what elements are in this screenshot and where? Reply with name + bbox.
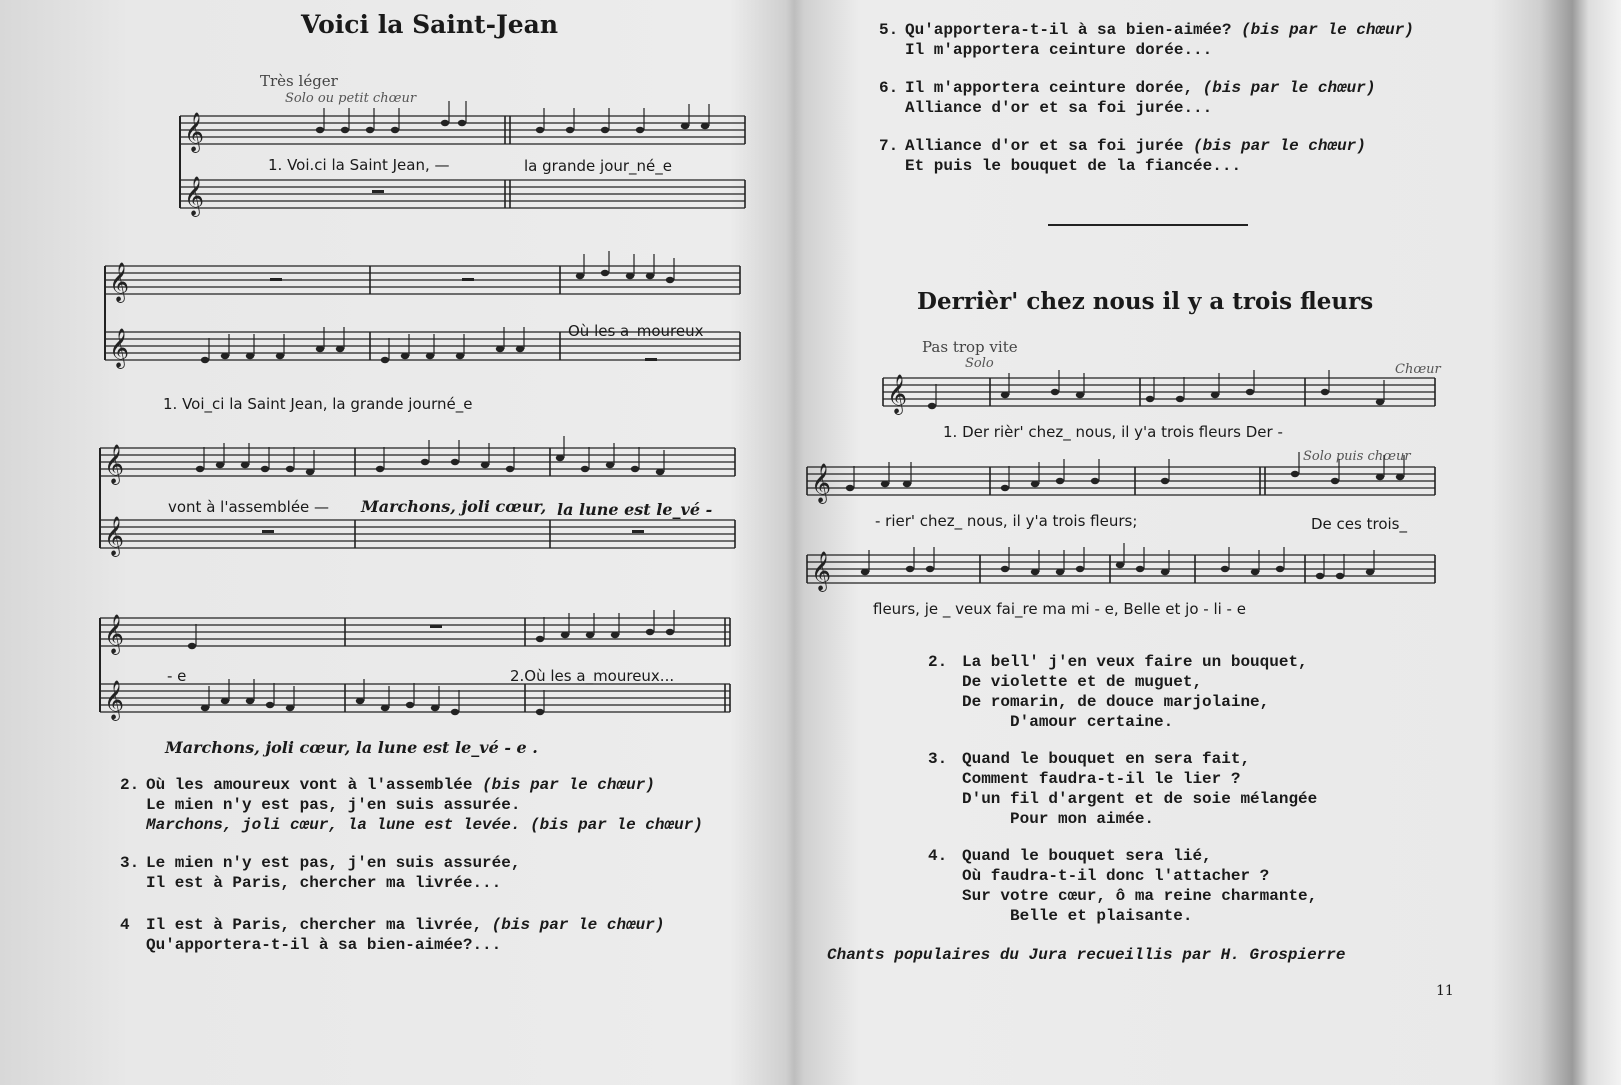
note-head	[286, 466, 294, 472]
note-head	[1211, 392, 1219, 398]
note-head	[246, 353, 254, 359]
right-page	[795, 0, 1621, 1085]
note-head	[381, 705, 389, 711]
note-head	[536, 636, 544, 642]
note-head	[1276, 566, 1284, 572]
note-head	[906, 566, 914, 572]
treble-clef: 𝄞	[104, 614, 125, 654]
song-title-saint-jean: Voici la Saint-Jean	[301, 10, 559, 39]
note-head	[846, 485, 854, 491]
verse-block: 5. Qu'apportera-t-il à sa bien-aimée? (bis par le chœur) Il m'apportera ceinture dorée...	[879, 21, 1414, 59]
rest	[372, 190, 384, 193]
verse-block: 7. Alliance d'or et sa foi jurée (bis par le chœur) Et puis le bouquet de la fiancée...	[879, 137, 1366, 175]
note-head	[1031, 481, 1039, 487]
note-head	[646, 629, 654, 635]
rest	[270, 278, 282, 281]
song-title-trois-fleurs: Derrièr' chez nous il y a trois fleurs	[917, 288, 1374, 315]
treble-clef: 𝄞	[109, 328, 130, 368]
note-head	[601, 270, 609, 276]
tempo-marking: Très léger	[260, 72, 338, 90]
note-head	[1051, 389, 1059, 395]
lyrics-line: Marchons, joli cœur, la lune est le_vé - e .	[165, 738, 538, 757]
treble-clef: 𝄞	[811, 463, 832, 503]
note-head	[666, 277, 674, 283]
note-head	[401, 353, 409, 359]
note-head	[306, 469, 314, 475]
note-head	[928, 403, 936, 409]
note-head	[451, 709, 459, 715]
note-head	[631, 466, 639, 472]
note-head	[1001, 485, 1009, 491]
lyrics-line: la lune est le_vé -	[557, 500, 713, 519]
note-head	[1251, 569, 1259, 575]
note-head	[576, 273, 584, 279]
note-head	[458, 120, 466, 126]
lyrics-line: 1. Der rièr' chez_ nous, il y'a trois fleurs Der -	[943, 423, 1283, 441]
note-head	[201, 705, 209, 711]
note-head	[391, 127, 399, 133]
note-head	[316, 346, 324, 352]
lyrics-line: 2.Où les a_moureux...	[510, 667, 675, 685]
note-head	[196, 466, 204, 472]
note-head	[861, 569, 869, 575]
treble-clef: 𝄞	[184, 112, 205, 152]
note-head	[561, 632, 569, 638]
note-head	[431, 705, 439, 711]
note-head	[586, 632, 594, 638]
note-head	[496, 346, 504, 352]
note-head	[261, 466, 269, 472]
note-head	[1396, 474, 1404, 480]
note-head	[666, 629, 674, 635]
note-head	[451, 459, 459, 465]
lyrics-line: vont à l'assemblée —	[168, 498, 330, 516]
note-head	[903, 481, 911, 487]
lyrics-line: - rier' chez_ nous, il y'a trois fleurs;	[875, 512, 1138, 530]
note-head	[701, 123, 709, 129]
note-head	[601, 127, 609, 133]
lyrics-line: - e	[167, 667, 187, 685]
note-head	[276, 353, 284, 359]
note-head	[1336, 573, 1344, 579]
verse-block: 2. La bell' j'en veux faire un bouquet, De violette et de muguet, De romarin, de douce marjolaine, D'amour certaine.	[928, 653, 1308, 731]
solo-label: Solo	[965, 356, 994, 371]
note-head	[216, 462, 224, 468]
note-head	[1116, 562, 1124, 568]
note-head	[426, 353, 434, 359]
note-head	[421, 459, 429, 465]
note-head	[1246, 389, 1254, 395]
note-head	[1321, 389, 1329, 395]
rest	[632, 530, 644, 533]
treble-clef: 𝄞	[104, 680, 125, 720]
note-head	[376, 466, 384, 472]
note-head	[1076, 392, 1084, 398]
treble-clef: 𝄞	[811, 551, 832, 591]
treble-clef: 𝄞	[184, 176, 205, 216]
verse-block: 3. Quand le bouquet en sera fait, Comment faudra-t-il le lier ? D'un fil d'argent et de soie mélangée Pour mon aimée.	[928, 750, 1318, 828]
lyrics-line: 1. Voi.ci la Saint Jean, —	[268, 156, 450, 174]
note-head	[646, 273, 654, 279]
page-number: 11	[1436, 983, 1454, 999]
treble-clef: 𝄞	[109, 262, 130, 302]
lyrics-line: 1. Voi_ci la Saint Jean, la grande journé_e	[163, 395, 473, 413]
lyrics-line: Marchons, joli cœur,	[361, 497, 547, 516]
note-head	[636, 127, 644, 133]
rest	[645, 358, 657, 361]
note-head	[441, 120, 449, 126]
note-head	[1316, 573, 1324, 579]
note-head	[626, 273, 634, 279]
note-head	[286, 705, 294, 711]
note-head	[336, 346, 344, 352]
verse-block: 4. Quand le bouquet sera lié, Où faudra-t-il donc l'attacher ? Sur votre cœur, ô ma reine charmante, Belle et plaisante.	[928, 847, 1318, 925]
note-head	[606, 462, 614, 468]
lyrics-line: De ces trois_	[1311, 515, 1407, 533]
note-head	[516, 346, 524, 352]
note-head	[201, 357, 209, 363]
part-label: Solo ou petit chœur	[285, 91, 417, 106]
note-head	[506, 466, 514, 472]
note-head	[656, 469, 664, 475]
note-head	[536, 709, 544, 715]
verse-block: 2. Où les amoureux vont à l'assemblée (bis par le chœur) Le mien n'y est pas, j'en suis assurée. Marchons, joli cœur, la lune est levée. (bis par le chœur)	[120, 776, 703, 834]
note-head	[1366, 569, 1374, 575]
note-head	[566, 127, 574, 133]
rest	[262, 530, 274, 533]
verse-block: 6. Il m'apportera ceinture dorée, (bis par le chœur) Alliance d'or et sa foi jurée...	[879, 79, 1376, 117]
music-notation-right	[795, 0, 1621, 640]
note-head	[1001, 566, 1009, 572]
note-head	[1291, 471, 1299, 477]
verse-block: 3. Le mien n'y est pas, j'en suis assurée, Il est à Paris, chercher ma livrée...	[120, 854, 521, 892]
note-head	[1146, 396, 1154, 402]
solo-puis-choeur-label: Solo puis chœur	[1303, 449, 1411, 464]
note-head	[1176, 396, 1184, 402]
note-head	[1076, 566, 1084, 572]
lyrics-line: la grande jour_né_e	[524, 157, 673, 175]
note-head	[1376, 399, 1384, 405]
note-head	[1091, 478, 1099, 484]
note-head	[881, 481, 889, 487]
note-head	[188, 643, 196, 649]
note-head	[316, 127, 324, 133]
treble-clef: 𝄞	[104, 516, 125, 556]
note-head	[356, 698, 364, 704]
note-head	[1161, 569, 1169, 575]
left-page	[0, 0, 795, 1085]
note-head	[1001, 392, 1009, 398]
treble-clef: 𝄞	[887, 374, 908, 414]
note-head	[1056, 569, 1064, 575]
tempo-marking: Pas trop vite	[922, 338, 1018, 356]
note-head	[221, 353, 229, 359]
note-head	[1031, 569, 1039, 575]
choeur-label: Chœur	[1395, 362, 1441, 377]
note-head	[241, 462, 249, 468]
note-head	[481, 462, 489, 468]
lyrics-line: fleurs, je _ veux fai_re ma mi - e, Belle et jo - li - e	[873, 600, 1246, 618]
credit-line: Chants populaires du Jura recueillis par H. Grospierre	[827, 946, 1346, 964]
note-head	[556, 455, 564, 461]
treble-clef: 𝄞	[104, 444, 125, 484]
lyrics-line: Où les a_moureux	[568, 322, 704, 340]
verses-right	[928, 652, 1317, 926]
note-head	[1221, 566, 1229, 572]
note-head	[581, 466, 589, 472]
note-head	[341, 127, 349, 133]
note-head	[406, 702, 414, 708]
note-head	[611, 632, 619, 638]
verse-block: 4 Il est à Paris, chercher ma livrée, (bis par le chœur) Qu'apportera-t-il à sa bien-aimée?...	[120, 916, 665, 954]
note-head	[246, 698, 254, 704]
note-head	[456, 353, 464, 359]
verses-left	[120, 775, 703, 955]
note-head	[1161, 478, 1169, 484]
note-head	[1376, 474, 1384, 480]
music-notation-left	[0, 0, 795, 760]
note-head	[681, 123, 689, 129]
note-head	[926, 566, 934, 572]
note-head	[1056, 478, 1064, 484]
note-head	[381, 357, 389, 363]
rest	[430, 625, 442, 628]
note-head	[1331, 478, 1339, 484]
note-head	[536, 127, 544, 133]
note-head	[366, 127, 374, 133]
note-head	[221, 698, 229, 704]
rest	[462, 278, 474, 281]
note-head	[266, 702, 274, 708]
note-head	[1136, 566, 1144, 572]
